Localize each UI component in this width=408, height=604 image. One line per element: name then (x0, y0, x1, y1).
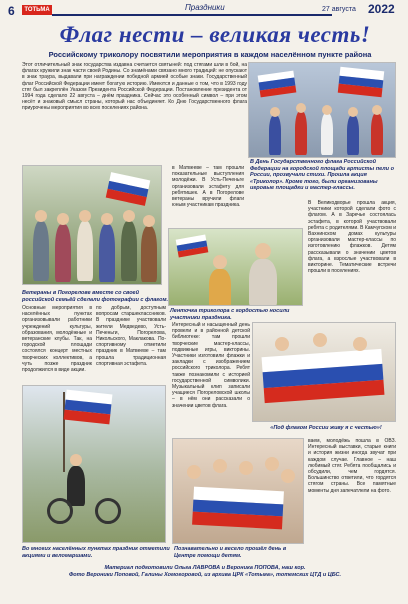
article-intro: Этот отличительный знак государства издавна считается святыней: под стягами шли в бой, на флагах кружили знак части своей Родины. Со знамёнами связано много традиций: не опускают в знак траура, выдавали при награждении победной армией особые знаки. Государственный флаг Российской Федерации имеет богатую историю. Имеются и данные о том, что в 1993 году стяг был закреплён Указом Президента Российской Федерации. Постановление президента от 1994 года сделало 22 августа – днём праздника. Сейчас это особенный символ – при этом несёт и знаковый смысл страны, который нас объединяет. Ко Дню Государственного флага приурочены мероприятия во всех поселениях района. (22, 62, 247, 112)
person-head (213, 459, 227, 473)
person-figure (33, 221, 49, 281)
person-figure (347, 115, 359, 155)
person-head (70, 454, 82, 466)
flag-icon (176, 235, 209, 258)
photo-square-performance (248, 62, 396, 158)
photo-children-centre (172, 438, 304, 544)
photo-woman-child (168, 228, 303, 306)
photo-bicycle (22, 385, 166, 543)
article-col-mid-2: в Матвееве – там прошли показательные выступления молодёжи. В Усть-Печеньге организовали эстафету для ребятишек. А в Погорелове ветераны вручили флаги юным участникам праздника. (172, 165, 244, 209)
issue-date: 27 августа (322, 6, 356, 13)
flag-icon (258, 71, 297, 98)
person-head (265, 457, 279, 471)
issue-year: 2022 (368, 2, 395, 16)
bicycle-wheel (95, 498, 121, 524)
photo-veterans (22, 165, 162, 285)
person-figure (121, 221, 137, 281)
flag-icon (338, 67, 384, 97)
person-head (270, 107, 280, 117)
person-figure (67, 466, 85, 506)
caption-live-with-honour: «Под флагом России живу я с честью»! (270, 425, 382, 431)
person-head (143, 215, 155, 227)
rubric-divider (52, 14, 332, 16)
person-figure (99, 224, 115, 282)
person-figure (269, 115, 281, 155)
article-credits (30, 565, 380, 579)
article-col-right-1: В Великодворье прошла акция, участники которой сделали фото с флагом. А в Заречье состоялась эстафета, в которой участвовали ребята с родителями. В Камчугском и Вахнинском домах культуры организовали мастер-классы по изготовлению флажков. Детям рассказывали о значении цветов флага, а взрослые участвовали в викторине. Тематические встречи прошли в поселениях. (308, 200, 396, 275)
article-col-mid-1: по добрым, доступным вопросам старшеклассников. В празднике участвовали жители Медведево, Усть-Печеньги, Погорелова, Никольского, Маклакова. По-спортивному отметили праздник в Матвееве – там прошла традиционная спортивная эстафета. (96, 305, 166, 367)
flag-icon (262, 349, 385, 403)
person-head (187, 465, 201, 479)
person-head (255, 243, 271, 259)
caption-children-centre: Познавательно и весело прошёл день в Центре помощи детям. (174, 546, 287, 559)
person-head (275, 337, 289, 351)
person-head (123, 210, 135, 222)
person-head (35, 210, 47, 222)
person-figure (321, 113, 333, 155)
person-figure (209, 269, 231, 306)
person-figure (295, 111, 307, 155)
person-figure (55, 224, 71, 282)
person-head (57, 213, 69, 225)
article-subhead: Российскому триколору посвятили мероприятия в каждом населённом пункте района (48, 50, 372, 59)
caption-ribbon: Ленточка триколора с гордостью носили участники праздника. (170, 308, 290, 321)
person-figure (77, 221, 93, 281)
credits-authors: Материал подготовили Ольга ЛАВРОВА и Вероника ПОПОВА, наш кор. (104, 565, 306, 571)
person-head (348, 107, 358, 117)
person-figure (371, 113, 383, 155)
person-head (372, 105, 382, 115)
flag-icon (106, 172, 151, 206)
article-col-left-1: Основные мероприятия в населённых пунктах организовывали работники учреждений культуры, образования, молодёжные и ветеранские клубы. Так, на городской площади состоялся концерт местных творческих коллективов, а чуть позже праздник продолжился в виде акции. (22, 305, 92, 374)
person-figure (141, 226, 157, 282)
article-col-mid-3: Интересный и насыщенный день провели и в районной детской библиотеке: там прошли творческие мастер-классы, подвижные игры, викторины. Участники изготовили флажки и закладки с изображением российского триколора. Ребят также познакомили с историей государственной символики. Музыкальный клип записали учащиеся Погореловской школы – в нём они рассказали о значении цветов флага. (172, 322, 250, 409)
caption-bicycle: Во многих населённых пунктах праздник отметили акциями и веломаршами. (22, 546, 170, 559)
person-head (79, 210, 91, 222)
person-head (213, 255, 227, 269)
rubric-label: Праздники (185, 3, 225, 12)
person-head (296, 103, 306, 113)
newspaper-logo: ТОТЬМА (22, 5, 52, 15)
person-head (239, 461, 253, 475)
person-head (101, 213, 113, 225)
credits-photos: Фото Вероники Поповой, Галины Хомогоровой, из архива ЦРК «Тотьма», тотемских ЦТД и ЦБС. (68, 572, 342, 578)
person-head (281, 469, 295, 483)
person-head (322, 105, 332, 115)
article-headline: Флаг нести – великая честь! (59, 22, 371, 47)
article-col-right-2: ваем, молодёжь пошла в ОВЗ. Интересный выставки, старые книги и история жизни иногда звучат при каждом случае. Главное – наш любимый стяг. Ребята пообщались и обсудили, чем гордятся. Большинство ответили, что гордятся стягом страны. Все памятные моменты дня запечатлели на фото. (308, 438, 396, 494)
photo-children-flag (252, 322, 396, 422)
caption-veterans: Ветераны в Погорелове вместе со своей российской семьёй сделали фотографии с флагом. (22, 290, 169, 303)
caption-square: В День Государственного флага Российской Федерации на городской площади артисты пели о России, прозвучали стихи. Прошла акция «Триколор». Кроме того, были организованы игровые площадки и мастер-классы. (250, 159, 394, 191)
page-header (0, 0, 408, 22)
person-head (313, 333, 327, 347)
person-figure (249, 259, 277, 306)
flag-icon (64, 390, 113, 425)
person-head (353, 337, 367, 351)
flag-icon (192, 487, 284, 530)
page-number: 6 (8, 4, 15, 18)
bicycle-wheel (47, 498, 73, 524)
